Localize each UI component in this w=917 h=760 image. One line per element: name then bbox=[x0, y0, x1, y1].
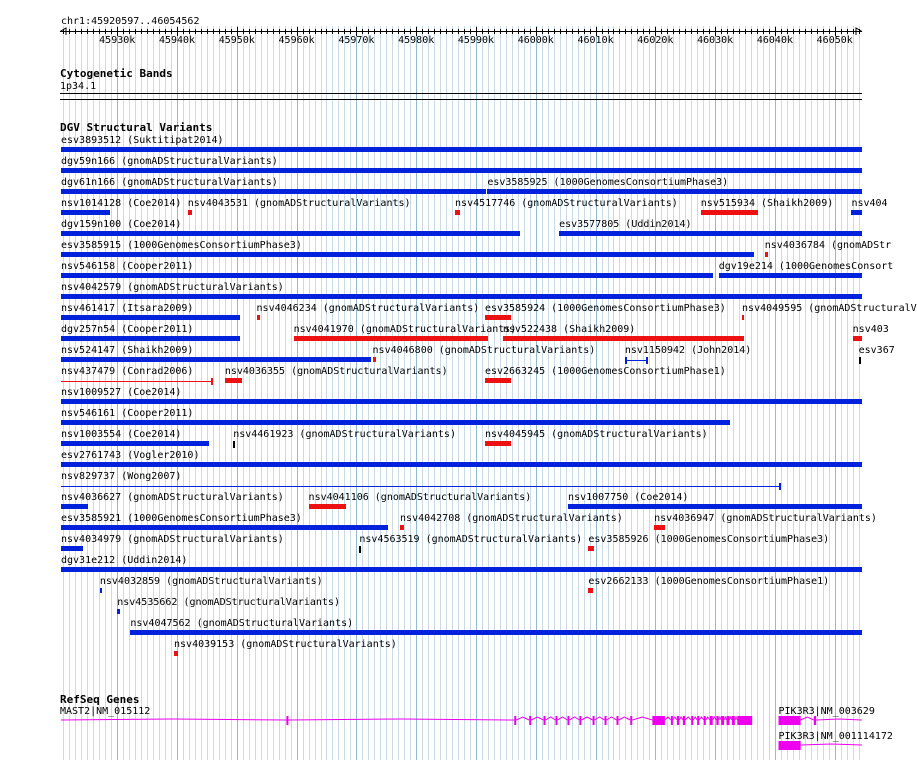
ruler-tick-label: 45950k bbox=[218, 35, 255, 46]
gene-intron bbox=[816, 719, 862, 720]
ruler-tick-label: 46020k bbox=[637, 35, 674, 46]
variant-label: esv2662133 (1000GenomesConsortiumPhase1) bbox=[588, 576, 830, 587]
ruler-tick-label: 45990k bbox=[457, 35, 495, 46]
gene-exon[interactable] bbox=[704, 716, 706, 725]
gene-intron bbox=[288, 719, 514, 720]
ruler-tick-label: 45970k bbox=[338, 35, 375, 46]
variant-label: nsv4047562 (gnomADStructuralVariants) bbox=[130, 618, 354, 629]
cytoband-label: 1p34.1 bbox=[60, 81, 97, 92]
variant-label: nsv4049595 (gnomADStructuralV bbox=[742, 303, 917, 314]
variant-label: nsv4036355 (gnomADStructuralVariants) bbox=[224, 366, 448, 377]
variant-label: nsv4563519 (gnomADStructuralVariants) bbox=[359, 534, 583, 545]
gene-intron bbox=[679, 717, 683, 720]
gene-intron bbox=[706, 717, 710, 720]
gene-exon[interactable] bbox=[514, 716, 516, 725]
variant-label: nsv4045945 (gnomADStructuralVariants) bbox=[484, 429, 708, 440]
variant-label: esv3893512 (Suktitipat2014) bbox=[61, 135, 224, 146]
variant-label: nsv4042708 (gnomADStructuralVariants) bbox=[400, 513, 623, 524]
variant-label: esv3585925 (1000GenomesConsortiumPhase3) bbox=[487, 177, 729, 188]
ruler-tick-label: 46030k bbox=[697, 35, 734, 46]
gene-exon[interactable] bbox=[737, 716, 752, 725]
gene-intron bbox=[531, 717, 543, 720]
location-label: chr1:45920597..46054562 bbox=[61, 16, 200, 27]
gene-intron bbox=[569, 717, 579, 720]
variant-label: nsv524147 (Shaikh2009) bbox=[61, 345, 194, 356]
gene-exon[interactable] bbox=[732, 716, 735, 725]
variant-label: dgv159n100 (Coe2014) bbox=[61, 219, 182, 230]
gene-intron bbox=[557, 717, 567, 720]
gene-exon[interactable] bbox=[779, 741, 801, 750]
variant-label: dgv59n166 (gnomADStructuralVariants) bbox=[61, 156, 278, 167]
gene-exon[interactable] bbox=[697, 716, 699, 725]
variant-label: nsv515934 (Shaikh2009) bbox=[700, 198, 834, 209]
cytoband-track-title: Cytogenetic Bands bbox=[60, 67, 173, 80]
variant-label: nsv4461923 (gnomADStructuralVariants) bbox=[233, 429, 456, 440]
gene-exon[interactable] bbox=[779, 716, 801, 725]
variant-label: nsv4043531 (gnomADStructuralVariants) bbox=[187, 198, 411, 209]
gene-intron bbox=[61, 719, 286, 720]
ruler-tick-label: 46010k bbox=[577, 35, 614, 46]
variant-label: nsv403 bbox=[852, 324, 889, 335]
variant-label: nsv4039153 (gnomADStructuralVariants) bbox=[174, 639, 397, 650]
variant-label: nsv829737 (Wong2007) bbox=[61, 471, 182, 482]
variant-label: esv3585915 (1000GenomesConsortiumPhase3) bbox=[61, 240, 302, 251]
gene-exon[interactable] bbox=[529, 716, 531, 725]
variant-label: esv367 bbox=[858, 345, 895, 356]
gene-label: PIK3R3|NM_001114172 bbox=[778, 731, 893, 742]
gene-exon[interactable] bbox=[616, 716, 618, 725]
gene-intron bbox=[673, 717, 677, 720]
gene-exon[interactable] bbox=[593, 716, 595, 725]
variant-label: nsv1007750 (Coe2014) bbox=[568, 492, 689, 503]
gene-exon[interactable] bbox=[671, 716, 673, 725]
gene-intron bbox=[699, 717, 704, 720]
gene-intron bbox=[595, 717, 605, 720]
gene-intron bbox=[546, 717, 556, 720]
variant-label: nsv437479 (Conrad2006) bbox=[61, 366, 194, 377]
gene-exon[interactable] bbox=[605, 716, 607, 725]
gene-exon[interactable] bbox=[726, 716, 729, 725]
ruler-tick-label: 46050k bbox=[816, 35, 853, 46]
variant-label: nsv4046800 (gnomADStructuralVariants) bbox=[372, 345, 596, 356]
variant-label: dgv19e214 (1000GenomesConsort bbox=[718, 261, 894, 272]
variant-label: nsv1014128 (Coe2014) bbox=[61, 198, 182, 209]
variant-label: nsv4517746 (gnomADStructuralVariants) bbox=[455, 198, 678, 209]
gene-exon[interactable] bbox=[652, 716, 665, 725]
gene-exon[interactable] bbox=[691, 716, 693, 725]
variant-label: esv2761743 (Vogler2010) bbox=[61, 450, 200, 461]
variant-label: nsv4041970 (gnomADStructuralVariants) bbox=[293, 324, 517, 335]
gene-exon[interactable] bbox=[721, 716, 724, 725]
gene-exon[interactable] bbox=[567, 716, 569, 725]
variant-label: nsv4036627 (gnomADStructuralVariants) bbox=[61, 492, 284, 503]
variant-label: nsv4042579 (gnomADStructuralVariants) bbox=[61, 282, 284, 293]
gene-exon[interactable] bbox=[630, 716, 632, 725]
variant-label: nsv4036947 (gnomADStructuralVariants) bbox=[654, 513, 877, 524]
gene-intron bbox=[581, 717, 592, 720]
variant-label: nsv4036784 (gnomADStr bbox=[764, 240, 892, 251]
ruler-tick-label: 45960k bbox=[278, 35, 315, 46]
variant-label: nsv546158 (Cooper2011) bbox=[61, 261, 194, 272]
refseq-track-title: RefSeq Genes bbox=[60, 693, 140, 706]
gene-intron bbox=[693, 717, 697, 720]
gene-exon[interactable] bbox=[683, 716, 685, 725]
gene-intron bbox=[685, 717, 691, 720]
gene-exon[interactable] bbox=[716, 716, 718, 725]
gene-intron bbox=[618, 717, 630, 720]
ruler-tick-label: 45940k bbox=[158, 35, 196, 46]
variant-label: esv3577805 (Uddin2014) bbox=[559, 219, 692, 230]
gene-exon[interactable] bbox=[579, 716, 581, 725]
gene-exon[interactable] bbox=[677, 716, 679, 725]
ruler-tick-label: 46040k bbox=[756, 35, 793, 46]
gene-intron bbox=[735, 717, 737, 720]
variant-label: nsv4041106 (gnomADStructuralVariants) bbox=[308, 492, 532, 503]
variant-label: dgv61n166 (gnomADStructuralVariants) bbox=[61, 177, 278, 188]
variant-label: nsv1009527 (Coe2014) bbox=[61, 387, 182, 398]
gene-exon[interactable] bbox=[814, 716, 816, 725]
gene-intron bbox=[516, 717, 529, 720]
gene-intron bbox=[713, 717, 717, 720]
gene-exon[interactable] bbox=[710, 716, 713, 725]
variant-label: esv3585924 (1000GenomesConsortiumPhase3) bbox=[484, 303, 726, 314]
variant-label: nsv4034979 (gnomADStructuralVariants) bbox=[61, 534, 284, 545]
gene-exon[interactable] bbox=[544, 716, 546, 725]
ruler-tick-label: 45980k bbox=[398, 35, 435, 46]
variant-label: esv2663245 (1000GenomesConsortiumPhase1) bbox=[484, 366, 726, 377]
gene-intron bbox=[801, 744, 862, 745]
variant-label: nsv522438 (Shaikh2009) bbox=[502, 324, 636, 335]
gene-label: PIK3R3|NM_003629 bbox=[778, 706, 875, 717]
dgv-track-title: DGV Structural Variants bbox=[60, 121, 213, 134]
variant-label: nsv1150942 (John2014) bbox=[624, 345, 752, 356]
variant-label: nsv404 bbox=[851, 198, 888, 209]
ruler-tick-label: 45930k bbox=[99, 35, 136, 46]
variant-label: dgv257n54 (Cooper2011) bbox=[61, 324, 194, 335]
variant-label: nsv546161 (Cooper2011) bbox=[61, 408, 194, 419]
gene-intron bbox=[729, 717, 731, 720]
variant-label: nsv1003554 (Coe2014) bbox=[61, 429, 182, 440]
variant-label: esv3585921 (1000GenomesConsortiumPhase3) bbox=[61, 513, 302, 524]
gene-exon[interactable] bbox=[286, 716, 288, 725]
gene-intron bbox=[665, 717, 671, 720]
ruler-tick-label: 46000k bbox=[517, 35, 554, 46]
variant-label: nsv4535662 (gnomADStructuralVariants) bbox=[117, 597, 340, 608]
gene-intron bbox=[632, 717, 652, 720]
variant-label: esv3585926 (1000GenomesConsortiumPhase3) bbox=[588, 534, 830, 545]
gene-intron bbox=[719, 717, 721, 720]
variant-label: nsv461417 (Itsara2009) bbox=[61, 303, 194, 314]
gene-intron bbox=[724, 717, 726, 720]
gene-label: MAST2|NM_015112 bbox=[60, 706, 151, 717]
gene-intron bbox=[801, 717, 814, 720]
variant-label: nsv4046234 (gnomADStructuralVariants) bbox=[256, 303, 480, 314]
variant-label: nsv4032859 (gnomADStructuralVariants) bbox=[99, 576, 323, 587]
gene-exon[interactable] bbox=[555, 716, 557, 725]
variant-label: dgv31e212 (Uddin2014) bbox=[61, 555, 188, 566]
gene-intron bbox=[607, 717, 617, 720]
